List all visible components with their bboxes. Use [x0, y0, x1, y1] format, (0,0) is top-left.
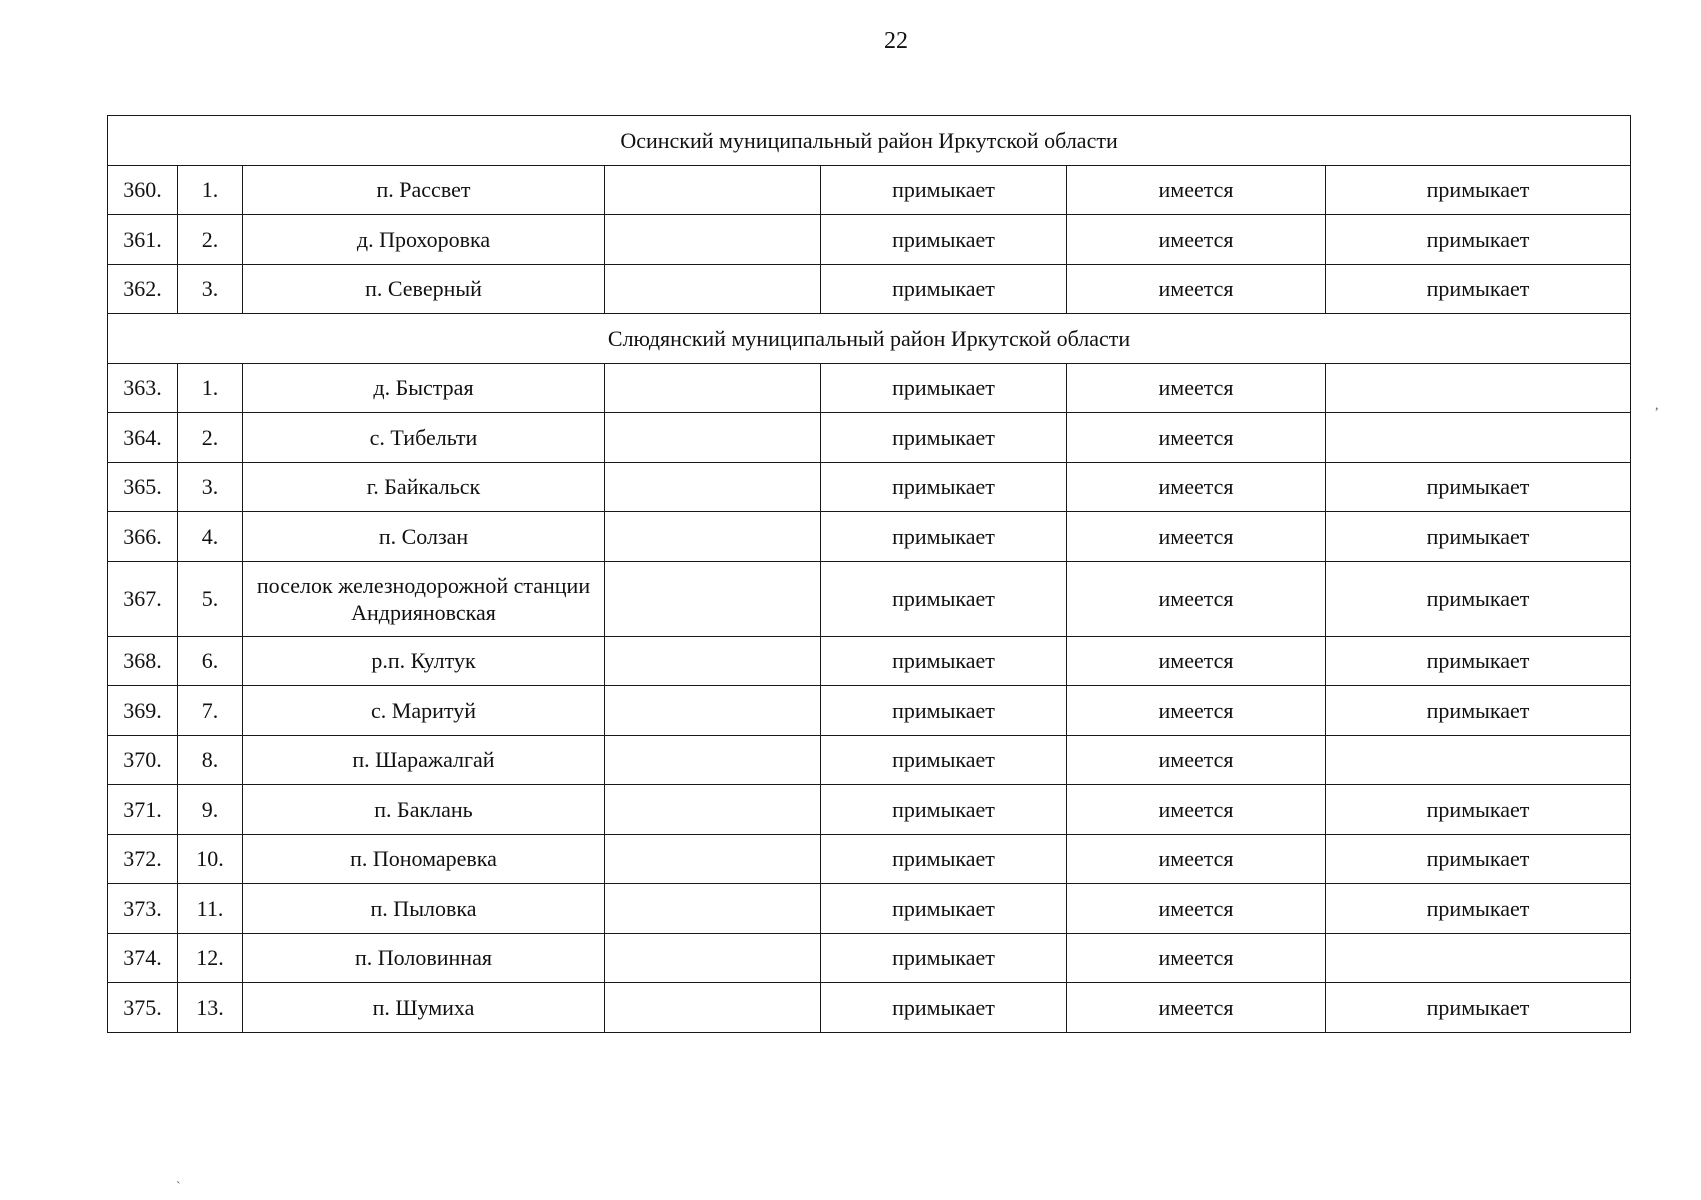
table-row	[108, 933, 1631, 983]
settlement-name-cell: п. Северный	[243, 264, 605, 314]
row-number-cell: 367.	[108, 561, 178, 636]
empty-cell	[605, 983, 821, 1033]
adjacency-cell-2: примыкает	[1326, 636, 1631, 686]
availability-cell: имеется	[1067, 686, 1326, 736]
adjacency-cell-2: примыкает	[1326, 561, 1631, 636]
row-number-cell: 371.	[108, 785, 178, 835]
availability-cell: имеется	[1067, 363, 1326, 413]
adjacency-cell: примыкает	[821, 933, 1067, 983]
settlement-name-cell: д. Прохоровка	[243, 215, 605, 265]
adjacency-cell: примыкает	[821, 413, 1067, 463]
sub-number-cell: 2.	[178, 413, 243, 463]
adjacency-cell-2	[1326, 363, 1631, 413]
row-number-cell: 360.	[108, 165, 178, 215]
table-row	[108, 264, 1631, 314]
row-number-cell: 369.	[108, 686, 178, 736]
adjacency-cell-2: примыкает	[1326, 983, 1631, 1033]
adjacency-cell: примыкает	[821, 834, 1067, 884]
row-number-cell: 361.	[108, 215, 178, 265]
adjacency-cell: примыкает	[821, 735, 1067, 785]
row-number-cell: 362.	[108, 264, 178, 314]
adjacency-cell: примыкает	[821, 785, 1067, 835]
row-number-cell: 366.	[108, 512, 178, 562]
scan-mark: ,	[1655, 398, 1659, 413]
empty-cell	[605, 785, 821, 835]
empty-cell	[605, 834, 821, 884]
table-body	[108, 116, 1631, 1033]
section-title: Слюдянский муниципальный район Иркутской области	[108, 314, 1631, 364]
table-row	[108, 834, 1631, 884]
availability-cell: имеется	[1067, 785, 1326, 835]
empty-cell	[605, 512, 821, 562]
adjacency-cell-2	[1326, 413, 1631, 463]
empty-cell	[605, 165, 821, 215]
table-row	[108, 363, 1631, 413]
settlement-name-cell: п. Пыловка	[243, 884, 605, 934]
section-title: Осинский муниципальный район Иркутской области	[108, 116, 1631, 166]
adjacency-cell: примыкает	[821, 363, 1067, 413]
empty-cell	[605, 636, 821, 686]
adjacency-cell: примыкает	[821, 512, 1067, 562]
empty-cell	[605, 884, 821, 934]
adjacency-cell-2: примыкает	[1326, 462, 1631, 512]
sub-number-cell: 6.	[178, 636, 243, 686]
empty-cell	[605, 561, 821, 636]
empty-cell	[605, 735, 821, 785]
availability-cell: имеется	[1067, 413, 1326, 463]
sub-number-cell: 11.	[178, 884, 243, 934]
availability-cell: имеется	[1067, 264, 1326, 314]
sub-number-cell: 10.	[178, 834, 243, 884]
table-row	[108, 686, 1631, 736]
empty-cell	[605, 215, 821, 265]
sub-number-cell: 1.	[178, 165, 243, 215]
adjacency-cell: примыкает	[821, 884, 1067, 934]
row-number-cell: 365.	[108, 462, 178, 512]
sub-number-cell: 13.	[178, 983, 243, 1033]
settlement-name-cell: р.п. Култук	[243, 636, 605, 686]
sub-number-cell: 3.	[178, 264, 243, 314]
adjacency-cell-2: примыкает	[1326, 834, 1631, 884]
empty-cell	[605, 686, 821, 736]
availability-cell: имеется	[1067, 561, 1326, 636]
adjacency-cell: примыкает	[821, 561, 1067, 636]
scan-mark: `	[176, 1180, 181, 1195]
section-header-row	[108, 116, 1631, 166]
adjacency-cell-2: примыкает	[1326, 686, 1631, 736]
settlement-name-cell: п. Баклань	[243, 785, 605, 835]
sub-number-cell: 1.	[178, 363, 243, 413]
adjacency-cell: примыкает	[821, 215, 1067, 265]
availability-cell: имеется	[1067, 512, 1326, 562]
row-number-cell: 364.	[108, 413, 178, 463]
availability-cell: имеется	[1067, 462, 1326, 512]
table-row	[108, 512, 1631, 562]
row-number-cell: 363.	[108, 363, 178, 413]
sub-number-cell: 7.	[178, 686, 243, 736]
table-row	[108, 215, 1631, 265]
sub-number-cell: 8.	[178, 735, 243, 785]
adjacency-cell: примыкает	[821, 636, 1067, 686]
empty-cell	[605, 264, 821, 314]
adjacency-cell: примыкает	[821, 462, 1067, 512]
settlement-name-cell: д. Быстрая	[243, 363, 605, 413]
empty-cell	[605, 933, 821, 983]
adjacency-cell: примыкает	[821, 165, 1067, 215]
settlement-name-cell: с. Тибельти	[243, 413, 605, 463]
row-number-cell: 372.	[108, 834, 178, 884]
sub-number-cell: 4.	[178, 512, 243, 562]
sub-number-cell: 3.	[178, 462, 243, 512]
adjacency-cell-2: примыкает	[1326, 215, 1631, 265]
adjacency-cell: примыкает	[821, 983, 1067, 1033]
availability-cell: имеется	[1067, 735, 1326, 785]
settlement-name-cell: п. Шумиха	[243, 983, 605, 1033]
adjacency-cell-2	[1326, 933, 1631, 983]
row-number-cell: 368.	[108, 636, 178, 686]
table-row	[108, 636, 1631, 686]
adjacency-cell-2: примыкает	[1326, 165, 1631, 215]
availability-cell: имеется	[1067, 636, 1326, 686]
availability-cell: имеется	[1067, 983, 1326, 1033]
empty-cell	[605, 413, 821, 463]
row-number-cell: 375.	[108, 983, 178, 1033]
empty-cell	[605, 363, 821, 413]
adjacency-cell-2: примыкает	[1326, 785, 1631, 835]
adjacency-cell-2: примыкает	[1326, 264, 1631, 314]
adjacency-cell: примыкает	[821, 686, 1067, 736]
settlement-name-cell: п. Пономаревка	[243, 834, 605, 884]
availability-cell: имеется	[1067, 165, 1326, 215]
table-row	[108, 785, 1631, 835]
row-number-cell: 370.	[108, 735, 178, 785]
page-number: 22	[884, 28, 908, 54]
table-row	[108, 884, 1631, 934]
settlement-name-cell: г. Байкальск	[243, 462, 605, 512]
sub-number-cell: 5.	[178, 561, 243, 636]
sub-number-cell: 12.	[178, 933, 243, 983]
table-row	[108, 165, 1631, 215]
sub-number-cell: 9.	[178, 785, 243, 835]
table-row	[108, 561, 1631, 636]
availability-cell: имеется	[1067, 215, 1326, 265]
settlement-name-cell: поселок железнодорожной станции Андрияновская	[243, 561, 605, 636]
settlement-name-cell: п. Солзан	[243, 512, 605, 562]
row-number-cell: 373.	[108, 884, 178, 934]
settlement-name-cell: п. Рассвет	[243, 165, 605, 215]
table-row	[108, 735, 1631, 785]
sub-number-cell: 2.	[178, 215, 243, 265]
empty-cell	[605, 462, 821, 512]
adjacency-cell-2: примыкает	[1326, 884, 1631, 934]
table-row	[108, 462, 1631, 512]
adjacency-cell-2	[1326, 735, 1631, 785]
table-row	[108, 983, 1631, 1033]
settlements-table	[107, 115, 1631, 1033]
availability-cell: имеется	[1067, 884, 1326, 934]
availability-cell: имеется	[1067, 834, 1326, 884]
row-number-cell: 374.	[108, 933, 178, 983]
settlement-name-cell: с. Маритуй	[243, 686, 605, 736]
availability-cell: имеется	[1067, 933, 1326, 983]
settlement-name-cell: п. Половинная	[243, 933, 605, 983]
table-row	[108, 413, 1631, 463]
adjacency-cell-2: примыкает	[1326, 512, 1631, 562]
settlement-name-cell: п. Шаражалгай	[243, 735, 605, 785]
section-header-row	[108, 314, 1631, 364]
adjacency-cell: примыкает	[821, 264, 1067, 314]
